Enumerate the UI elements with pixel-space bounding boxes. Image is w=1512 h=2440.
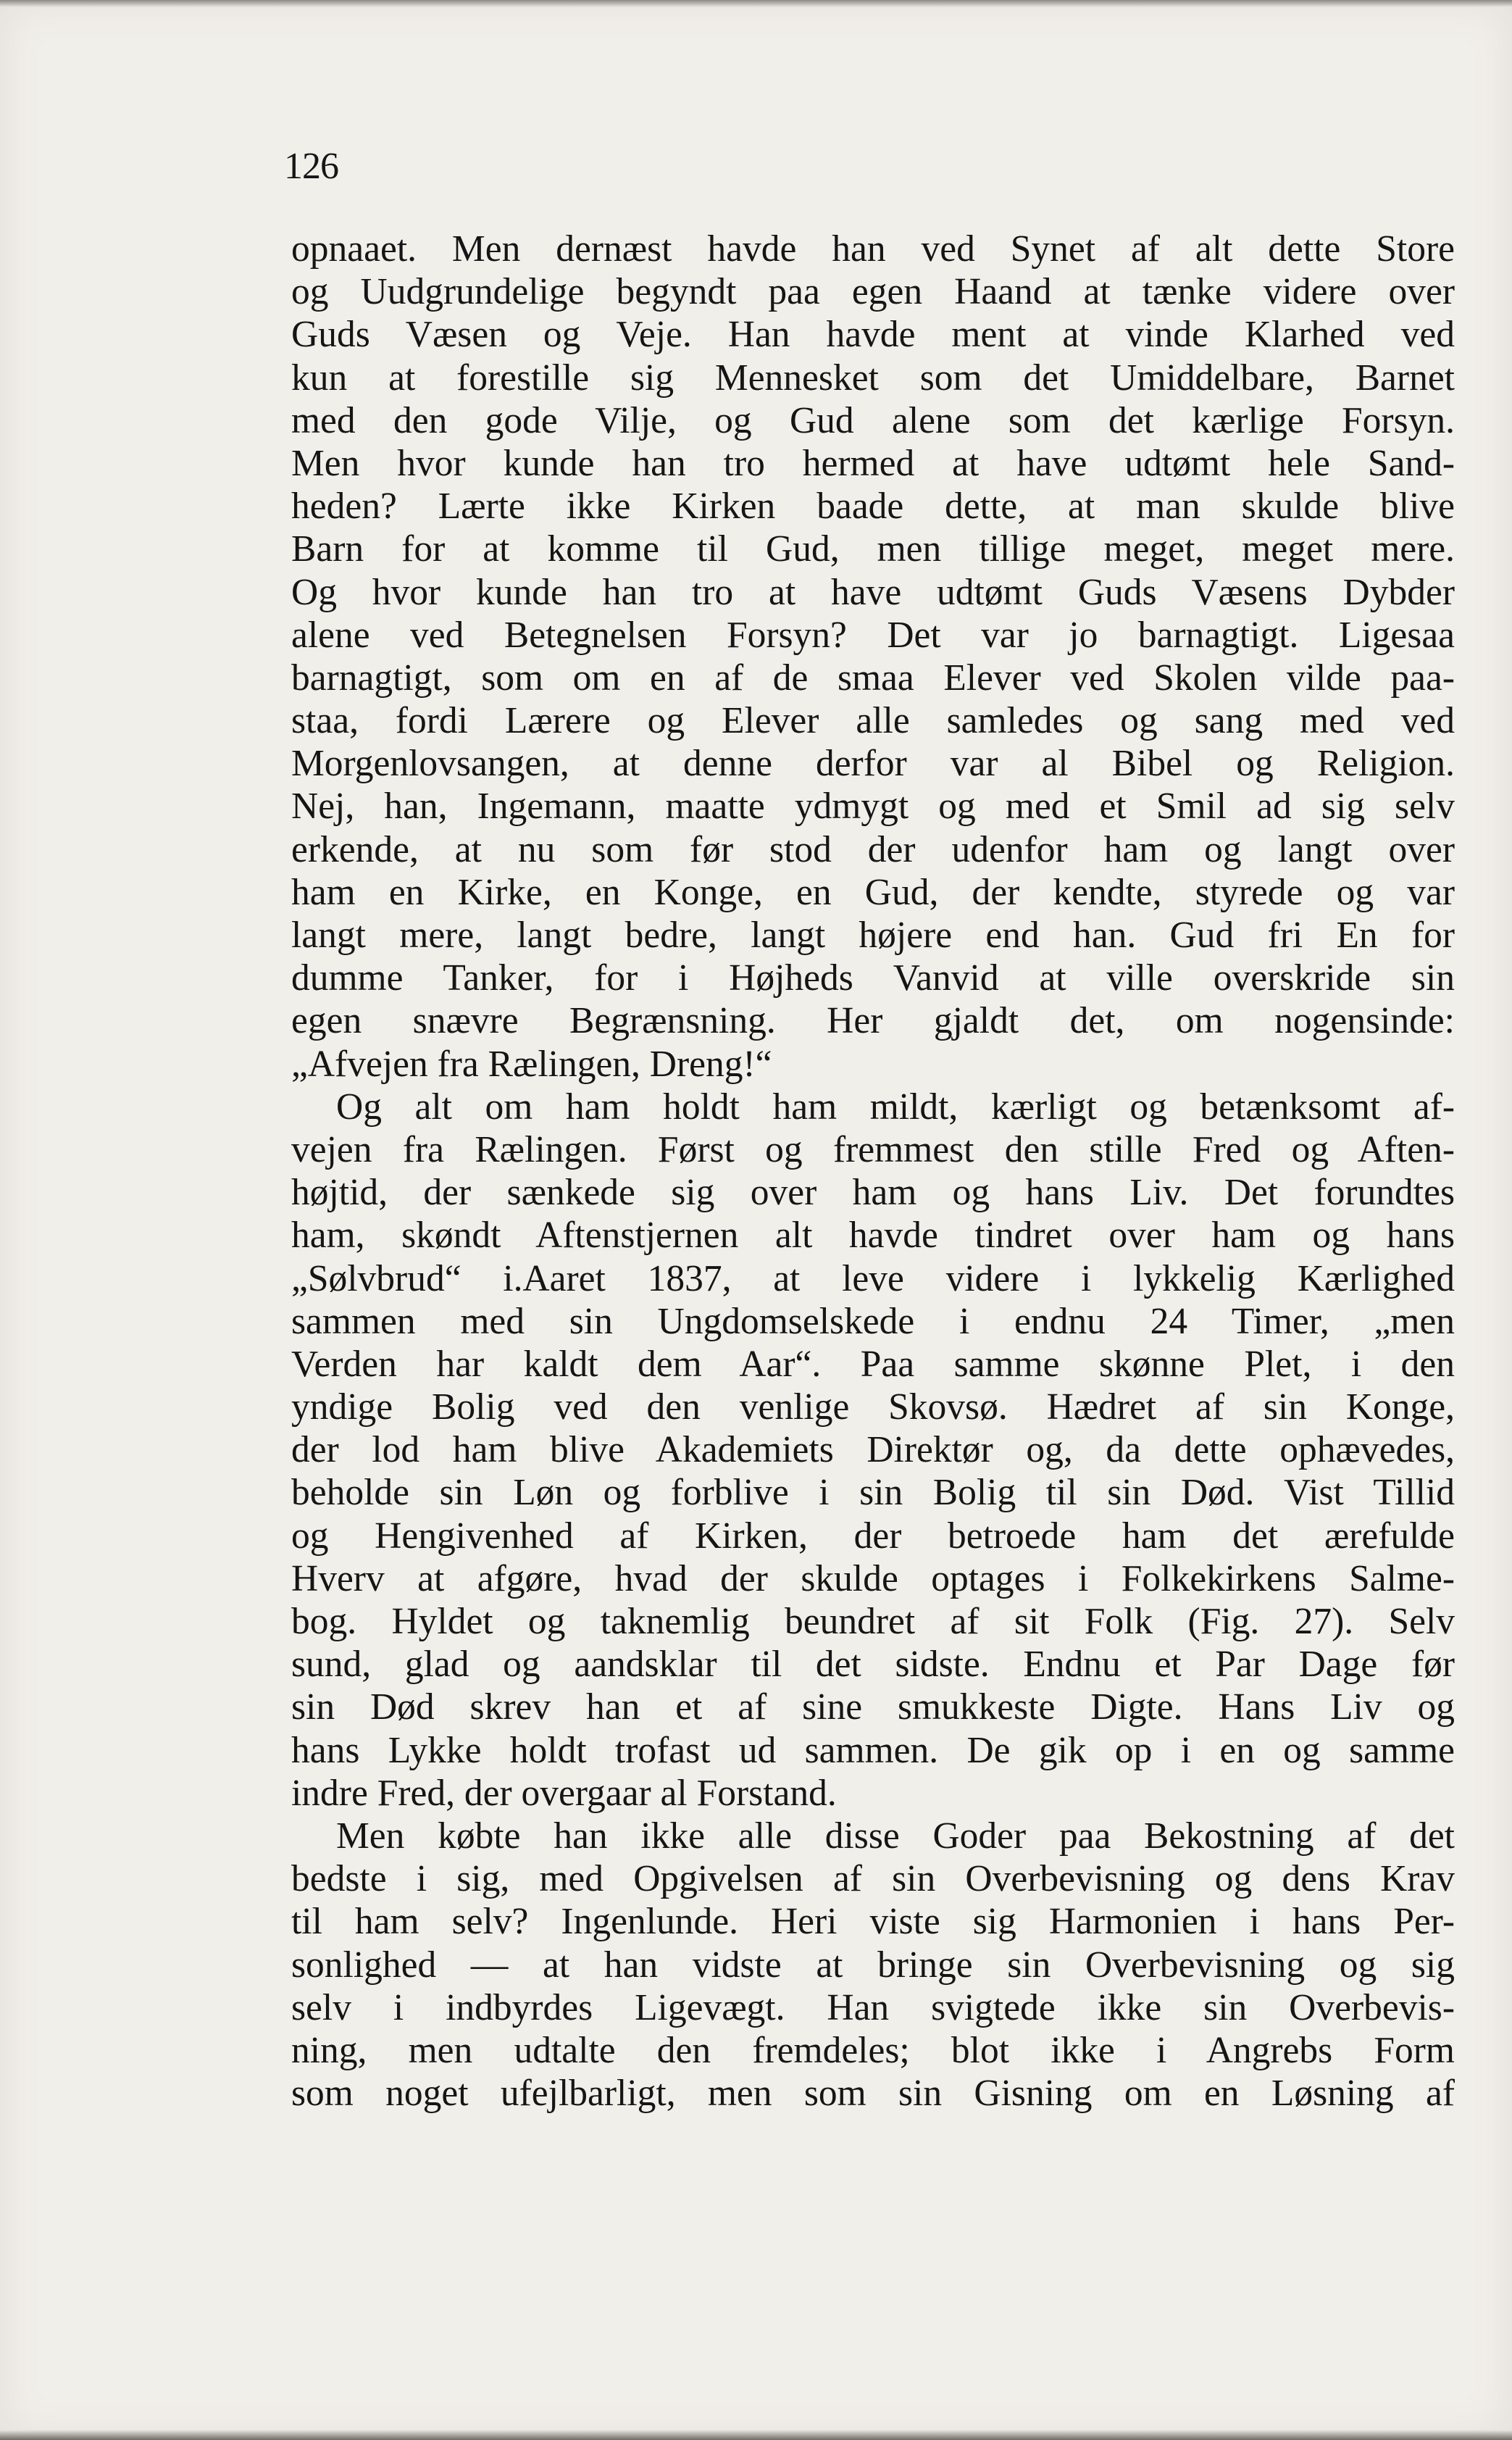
text-line: yndige Bolig ved den venlige Skovsø. Hædret af sin Konge, [291, 1386, 1455, 1428]
text-line: til ham selv? Ingenlunde. Heri viste sig Harmonien i hans Per- [291, 1901, 1455, 1943]
text-line: Barn for at komme til Gud, men tillige meget, meget mere. [291, 528, 1455, 570]
text-line: som noget ufejlbarligt, men som sin Gisning om en Løsning af [291, 2073, 1455, 2115]
text-line: kun at forestille sig Mennesket som det Umiddelbare, Barnet [291, 357, 1455, 399]
text-line: dumme Tanker, for i Højheds Vanvid at ville overskride sin [291, 957, 1455, 999]
text-line: Og hvor kunde han tro at have udtømt Guds Væsens Dybder [291, 571, 1455, 613]
text-line: langt mere, langt bedre, langt højere end han. Gud fri En for [291, 915, 1455, 956]
page-number: 126 [284, 146, 338, 187]
text-line: egen snævre Begrænsning. Her gjaldt det, om nogensinde: [291, 1000, 1455, 1042]
text-line: barnagtigt, som om en af de smaa Elever ved Skolen vilde paa- [291, 657, 1455, 699]
text-line: „Afvejen fra Rælingen, Dreng!“ [291, 1043, 772, 1085]
text-line: Verden har kaldt dem Aar“. Paa samme skønne Plet, i den [291, 1343, 1455, 1385]
page-edge-top [0, 0, 1512, 7]
text-line: Guds Væsen og Veje. Han havde ment at vinde Klarhed ved [291, 314, 1455, 356]
text-line: Nej, han, Ingemann, maatte ydmygt og med et Smil ad sig selv [291, 786, 1455, 828]
text-line: heden? Lærte ikke Kirken baade dette, at man skulde blive [291, 486, 1455, 528]
text-line: højtid, der sænkede sig over ham og hans Liv. Det forundtes [291, 1172, 1455, 1214]
text-line: og Hengivenhed af Kirken, der betroede ham det ærefulde [291, 1515, 1455, 1557]
text-line: erkende, at nu som før stod der udenfor ham og langt over [291, 828, 1455, 870]
text-line: ham en Kirke, en Konge, en Gud, der kendte, styrede og var [291, 871, 1455, 913]
text-line: vejen fra Rælingen. Først og fremmest den stille Fred og Aften- [291, 1128, 1455, 1170]
text-line: ning, men udtalte den fremdeles; blot ikke i Angrebs Form [291, 2029, 1455, 2071]
text-line: opnaaet. Men dernæst havde han ved Synet af alt dette Store [291, 228, 1455, 270]
text-line: Morgenlovsangen, at denne derfor var al Bibel og Religion. [291, 743, 1455, 785]
text-line: selv i indbyrdes Ligevægt. Han svigtede ikke sin Overbevis- [291, 1986, 1455, 2028]
text-line: hans Lykke holdt trofast ud sammen. De gik op i en og samme [291, 1729, 1455, 1771]
text-line: „Sølvbrud“ i.Aaret 1837, at leve videre i lykkelig Kærlighed [291, 1257, 1455, 1299]
text-line: beholde sin Løn og forblive i sin Bolig til sin Død. Vist Tillid [291, 1472, 1455, 1514]
text-line: ham, skøndt Aftenstjernen alt havde tindret over ham og hans [291, 1215, 1455, 1257]
page-edge-bottom [0, 2430, 1512, 2440]
text-line: Men købte han ikke alle disse Goder paa Bekostning af det [336, 1815, 1455, 1857]
text-line: med den gode Vilje, og Gud alene som det kærlige Forsyn. [291, 399, 1455, 441]
text-line: der lod ham blive Akademiets Direktør og, da dette ophævedes, [291, 1429, 1455, 1471]
text-line: Hverv at afgøre, hvad der skulde optages i Folkekirkens Salme- [291, 1557, 1455, 1599]
text-line: sammen med sin Ungdomselskede i endnu 24 Timer, „men [291, 1300, 1455, 1342]
text-line: alene ved Betegnelsen Forsyn? Det var jo barnagtigt. Ligesaa [291, 614, 1455, 656]
text-line: sund, glad og aandsklar til det sidste. Endnu et Par Dage før [291, 1644, 1455, 1686]
text-line: indre Fred, der overgaar al Forstand. [291, 1772, 837, 1814]
text-line: sin Død skrev han et af sine smukkeste Digte. Hans Liv og [291, 1686, 1455, 1728]
text-line: sonlighed — at han vidste at bringe sin Overbevisning og sig [291, 1944, 1455, 1986]
text-line: Og alt om ham holdt ham mildt, kærligt og betænksomt af- [336, 1086, 1455, 1128]
text-line: bedste i sig, med Opgivelsen af sin Overbevisning og dens Krav [291, 1858, 1455, 1900]
text-line: Men hvor kunde han tro hermed at have udtømt hele Sand- [291, 442, 1455, 484]
text-line: bog. Hyldet og taknemlig beundret af sit Folk (Fig. 27). Selv [291, 1601, 1455, 1642]
text-line: og Uudgrundelige begyndt paa egen Haand at tænke videre over [291, 271, 1455, 313]
body-text [291, 228, 1455, 2115]
text-line: staa, fordi Lærere og Elever alle samledes og sang med ved [291, 700, 1455, 742]
